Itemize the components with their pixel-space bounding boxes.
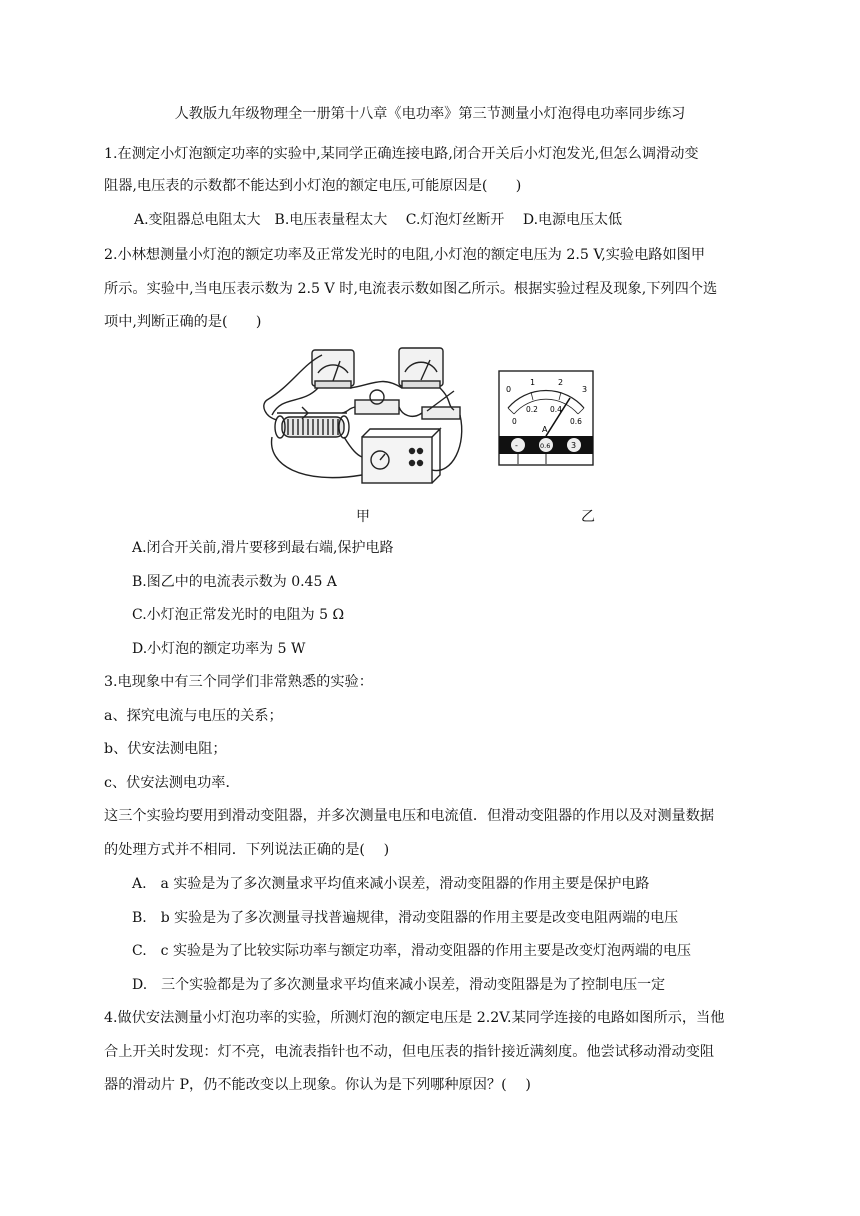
q3-line-1: 这三个实验均要用到滑动变阻器，并多次测量电压和电流值．但滑动变阻器的作用以及对测量数据 bbox=[104, 808, 715, 824]
scale-top-2: 2 bbox=[558, 378, 564, 387]
figure-caption-yi: 乙 bbox=[581, 509, 595, 525]
q4-line-3: 器的滑动片 P，仍不能改变以上现象。你认为是下列哪种原因？( ) bbox=[104, 1077, 531, 1093]
q3-option-b: B. b 实验是为了多次测量寻找普遍规律，滑动变阻器的作用主要是改变电阻两端的电压 bbox=[132, 910, 679, 926]
scale-bottom-02: 0.2 bbox=[526, 405, 538, 414]
q1-options: A.变阻器总电阻太大 B.电压表量程太大 C.灯泡灯丝断开 D.电源电压太低 bbox=[134, 212, 623, 228]
q2-option-c: C.小灯泡正常发光时的电阻为 5 Ω bbox=[132, 607, 345, 623]
q3-item-b: b、伏安法测电阻； bbox=[104, 741, 227, 757]
q1-line-1: 1.在测定小灯泡额定功率的实验中,某同学正确连接电路,闭合开关后小灯泡发光,但怎么调滑动变 bbox=[104, 146, 699, 162]
q3-intro: 3.电现象中有三个同学们非常熟悉的实验： bbox=[104, 674, 373, 690]
q3-option-a: A. a 实验是为了多次测量求平均值来减小误差，滑动变阻器的作用主要是保护电路 bbox=[132, 876, 650, 892]
q3-line-2: 的处理方式并不相同．下列说法正确的是( ) bbox=[104, 842, 390, 858]
terminal-negative: - bbox=[515, 441, 518, 450]
scale-top-0: 0 bbox=[506, 385, 512, 394]
circuit-diagram-jia bbox=[262, 345, 468, 493]
q2-line-3: 项中,判断正确的是( ) bbox=[104, 314, 262, 330]
q4-line-2: 合上开关时发现：灯不亮，电流表指针也不动，但电压表的指针接近满刻度。他尝试移动滑动变阻 bbox=[104, 1044, 715, 1060]
q3-item-c: c、伏安法测电功率． bbox=[104, 775, 240, 791]
q2-option-b: B.图乙中的电流表示数为 0.45 A bbox=[132, 574, 337, 590]
q3-item-a: a、探究电流与电压的关系； bbox=[104, 708, 283, 724]
terminal-06: 0.6 bbox=[540, 442, 551, 450]
scale-bottom-06: 0.6 bbox=[570, 417, 582, 426]
q2-line-1: 2.小林想测量小灯泡的额定功率及正常发光时的电阻,小灯泡的额定电压为 2.5 V,实验电路如图甲 bbox=[104, 247, 706, 263]
scale-top-3: 3 bbox=[582, 385, 588, 394]
meter-unit-label: A bbox=[542, 425, 548, 434]
figure-caption-jia: 甲 bbox=[356, 509, 370, 525]
q3-option-d: D. 三个实验都是为了多次测量求平均值来减小误差，滑动变阻器是为了控制电压一定 bbox=[132, 977, 666, 993]
q2-line-2: 所示。实验中,当电压表示数为 2.5 V 时,电流表示数如图乙所示。根据实验过程及现象,下列四个选 bbox=[104, 281, 718, 297]
q3-option-c: C. c 实验是为了比较实际功率与额定功率，滑动变阻器的作用主要是改变灯泡两端的电压 bbox=[132, 943, 691, 959]
scale-bottom-0: 0 bbox=[512, 417, 517, 426]
scale-bottom-04: 0.4 bbox=[550, 405, 562, 414]
terminal-3: 3 bbox=[571, 441, 577, 450]
q4-line-1: 4.做伏安法测量小灯泡功率的实验，所测灯泡的额定电压是 2.2V.某同学连接的电路如图所示，当他 bbox=[104, 1010, 725, 1026]
page-title: 人教版九年级物理全一册第十八章《电功率》第三节测量小灯泡得电功率同步练习 bbox=[174, 106, 686, 122]
ammeter-dial-yi bbox=[498, 370, 594, 466]
q1-line-2: 阻器,电压表的示数都不能达到小灯泡的额定电压,可能原因是( ) bbox=[104, 178, 522, 194]
scale-top-1: 1 bbox=[530, 378, 536, 387]
q2-option-d: D.小灯泡的额定功率为 5 W bbox=[132, 641, 306, 657]
q2-option-a: A.闭合开关前,滑片要移到最右端,保护电路 bbox=[132, 540, 394, 556]
